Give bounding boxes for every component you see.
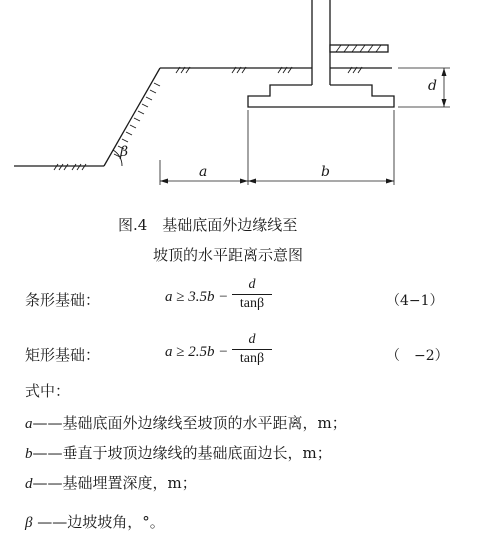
formula-1-name: 条形基础： xyxy=(25,291,101,309)
label-b: b xyxy=(321,164,330,180)
definition-a xyxy=(25,412,347,433)
label-d: d xyxy=(428,78,437,94)
formula-2-name: 矩形基础： xyxy=(25,346,101,364)
formula-1-fraction xyxy=(232,277,272,312)
ground-hatching xyxy=(54,67,362,170)
formula-2-number: （ −2） xyxy=(386,348,449,364)
footing-outline xyxy=(248,85,394,107)
formula-1-denominator: tanβ xyxy=(239,296,265,311)
formula-2-numerator: d xyxy=(248,332,256,347)
definition-d xyxy=(25,472,197,493)
definition-beta xyxy=(25,511,165,532)
definition-symbol: a xyxy=(25,416,33,432)
definition-text: ——基础底面外边缘线至坡顶的水平距离，m； xyxy=(32,414,347,432)
definition-symbol: b xyxy=(25,446,33,462)
figure-caption-line2: 坡顶的水平距离示意图 xyxy=(153,246,304,264)
label-a: a xyxy=(199,164,208,180)
slope-foundation-diagram xyxy=(0,0,498,215)
definition-b xyxy=(25,442,332,463)
definition-text: ——边坡坡角，°。 xyxy=(32,513,165,531)
definition-text: ——垂直于坡顶边缘线的基础底面边长，m； xyxy=(32,444,332,462)
definition-symbol: d xyxy=(25,476,33,492)
formula-2-denominator: tanβ xyxy=(239,351,265,366)
slope-line xyxy=(104,68,160,166)
figure-caption-line1: 图.4 基础底面外边缘线至 xyxy=(118,216,298,234)
formula-1-numerator: d xyxy=(248,277,256,292)
formula-1-number: （4−1） xyxy=(386,293,444,309)
definition-text: ——基础埋置深度，m； xyxy=(32,474,197,492)
label-beta: β xyxy=(120,144,129,160)
formula-1-lhs: a ≥ 3.5b − xyxy=(165,289,229,305)
where-title: 式中： xyxy=(25,382,71,400)
formula-2-fraction xyxy=(232,332,272,367)
formula-2-lhs: a ≥ 2.5b − xyxy=(165,344,229,360)
definition-symbol: β xyxy=(25,515,33,531)
